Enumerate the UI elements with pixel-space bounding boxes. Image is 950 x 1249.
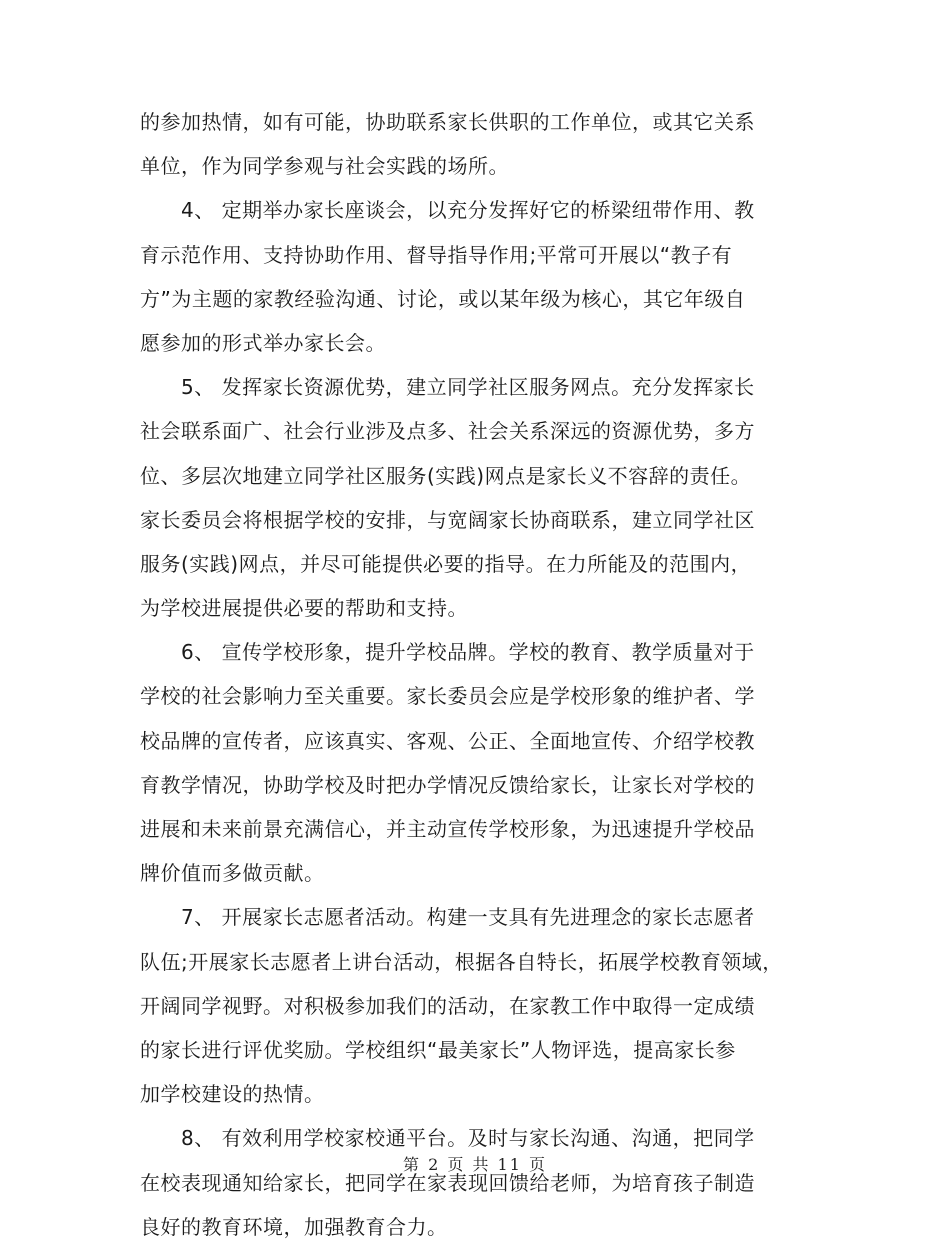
text-line: 家长委员会将根据学校的安排，与宽阔家长协商联系，建立同学社区 [140,507,755,532]
body-text [140,100,810,1249]
text-line: 服务(实践)网点，并尽可能提供必要的指导。在力所能及的范围内， [140,551,752,576]
text-line: 8、 有效利用学校家校通平台。及时与家长沟通、沟通，把同学 [140,1126,755,1151]
text-line: 的参加热情，如有可能，协助联系家长供职的工作单位，或其它关系 [140,110,755,134]
text-line: 方”为主题的家教经验沟通、讨论，或以某年级为核心，其它年级自 [140,286,746,311]
text-line: 进展和未来前景充满信心，并主动宣传学校形象，为迅速提升学校品 [140,817,755,841]
text-line: 5、 发挥家长资源优势，建立同学社区服务网点。充分发挥家长 [140,375,755,400]
text-line: 开阔同学视野。对积极参加我们的活动，在家教工作中取得一定成绩 [140,993,755,1018]
text-line: 4、 定期举办家长座谈会，以充分发挥好它的桥梁纽带作用、教 [140,198,755,223]
text-line: 在校表现通知给家长，把同学在家表现回馈给老师，为培育孩子制造 [140,1170,755,1195]
page-number-footer: 第 2 页 共 11 页 [403,1155,547,1174]
text-line: 6、 宣传学校形象，提升学校品牌。学校的教育、教学质量对于 [140,640,755,665]
text-line: 牌价值而多做贡献。 [140,861,325,886]
text-line: 单位，作为同学参观与社会实践的场所。 [140,154,509,179]
text-line: 校品牌的宣传者，应该真实、客观、公正、全面地宣传、介绍学校教 [140,728,755,753]
text-line: 社会联系面广、社会行业涉及点多、社会关系深远的资源优势，多方 [140,419,755,444]
text-line: 育示范作用、支持协助作用、督导指导作用;平常可开展以“教子有 [140,242,733,267]
text-line: 的家长进行评优奖励。学校组织“最美家长”人物评选，提高家长参 [140,1037,736,1062]
text-line: 学校的社会影响力至关重要。家长委员会应是学校形象的维护者、学 [140,684,755,709]
text-line: 愿参加的形式举办家长会。 [140,330,386,355]
text-line: 位、多层次地建立同学社区服务(实践)网点是家长义不容辞的责任。 [140,463,752,488]
text-line: 育教学情况，协助学校及时把办学情况反馈给家长，让家长对学校的 [140,772,755,797]
text-line: 良好的教育环境，加强教育合力。 [140,1214,448,1239]
text-line: 为学校进展提供必要的帮助和支持。 [140,596,468,621]
text-line: 队伍;开展家长志愿者上讲台活动，根据各自特长，拓展学校教育领域， [140,949,783,974]
text-line: 加学校建设的热情。 [140,1082,325,1107]
text-line: 7、 开展家长志愿者活动。构建一支具有先进理念的家长志愿者 [140,905,755,930]
